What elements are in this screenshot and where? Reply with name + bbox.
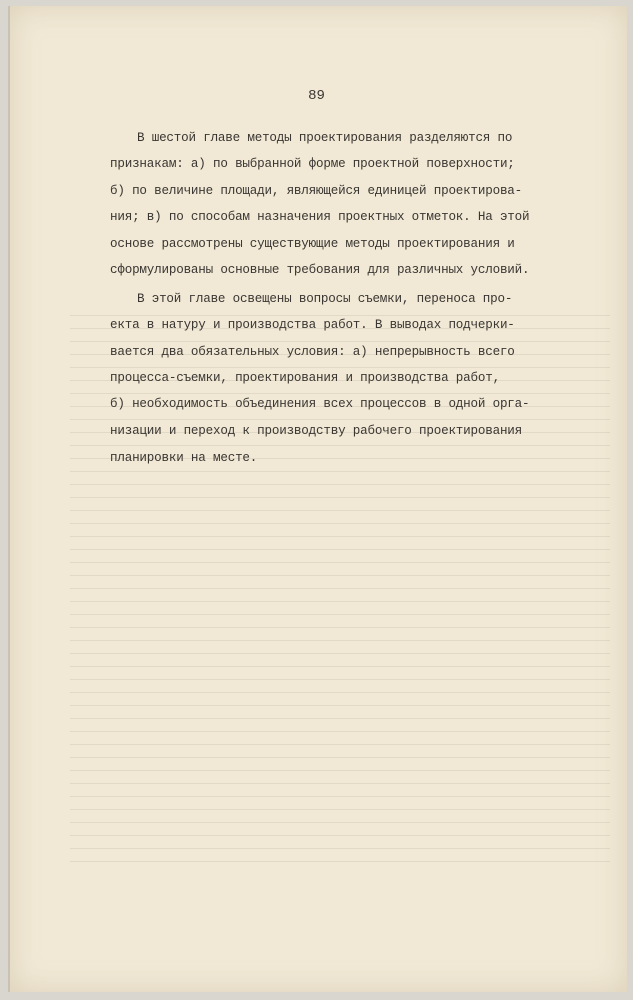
paragraph-2-line: В этой главе освещены вопросы съемки, переноса про-	[137, 292, 513, 306]
paragraph-1-line: ния; в) по способам назначения проектных отметок. На этой	[110, 210, 530, 224]
paragraph-1-line: В шестой главе методы проектирования разделяются по	[137, 131, 513, 145]
paragraph-1-line: основе рассмотрены существующие методы проектирования и	[110, 237, 515, 251]
bleed-through-text	[70, 306, 610, 866]
paragraph-2-line: вается два обязательных условия: а) непрерывность всего	[110, 345, 515, 359]
paragraph-1-line: сформулированы основные требования для различных условий.	[110, 263, 530, 277]
paragraph-2-line: екта в натуру и производства работ. В выводах подчерки-	[110, 318, 515, 332]
document-page	[8, 6, 627, 992]
paragraph-2-line: б) необходимость объединения всех процессов в одной орга-	[110, 397, 530, 411]
page-number: 89	[308, 88, 325, 104]
paragraph-1-line: признакам: а) по выбранной форме проектной поверхности;	[110, 157, 515, 171]
paragraph-2-line: планировки на месте.	[110, 451, 258, 465]
paragraph-2-line: процесса-съемки, проектирования и производства работ,	[110, 371, 500, 385]
paragraph-1-line: б) по величине площади, являющейся единицей проектирова-	[110, 184, 523, 198]
paragraph-2-line: низации и переход к производству рабочего проектирования	[110, 424, 523, 438]
